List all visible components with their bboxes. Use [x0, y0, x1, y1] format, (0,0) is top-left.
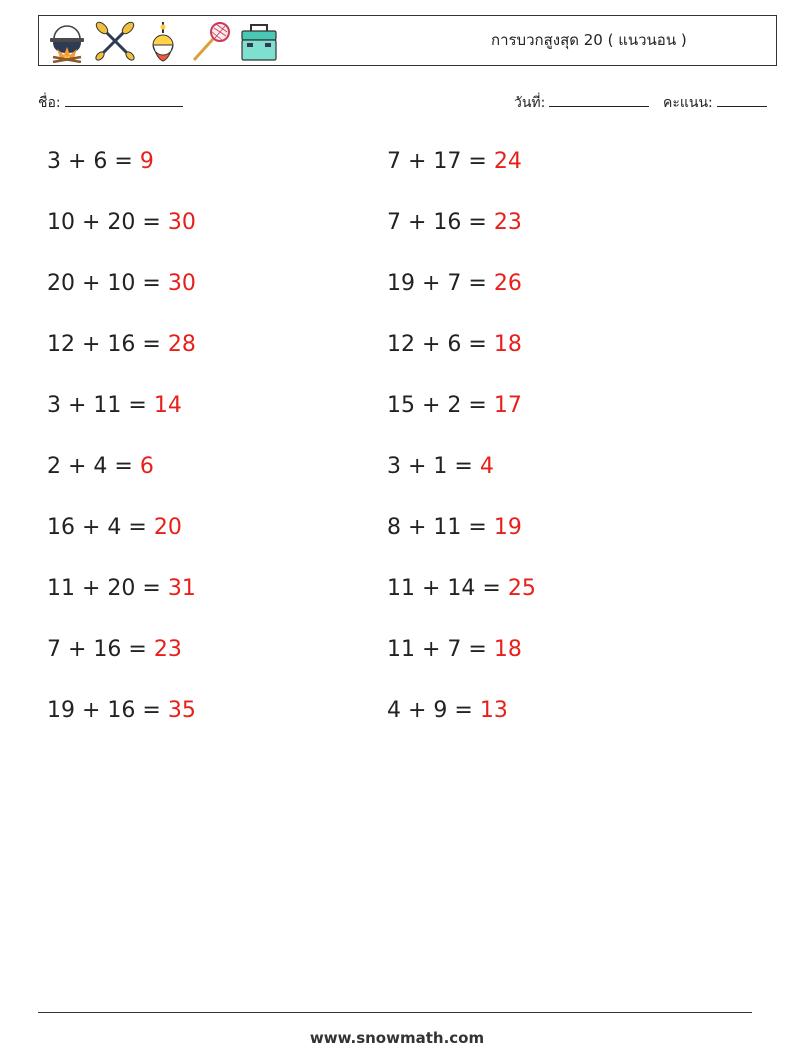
footer-divider — [38, 1012, 752, 1013]
problem-left-4 — [47, 330, 196, 360]
footer-url: www.snowmath.com — [309, 1029, 485, 1047]
problem-answer: 23 — [153, 637, 182, 662]
problem-expression: 3 + 6 = — [47, 149, 133, 174]
problem-left-7 — [47, 513, 182, 543]
problem-expression: 4 + 9 = — [387, 698, 473, 723]
problem-answer: 24 — [493, 149, 522, 174]
date-field[interactable] — [514, 92, 649, 114]
problem-right-4 — [387, 330, 522, 360]
problem-expression: 11 + 7 = — [387, 637, 487, 662]
problem-left-10 — [47, 696, 196, 726]
problem-right-6 — [387, 452, 494, 482]
name-field[interactable] — [38, 92, 183, 114]
problem-left-6 — [47, 452, 154, 482]
problem-expression: 11 + 14 = — [387, 576, 501, 601]
problem-answer: 6 — [139, 454, 154, 479]
problem-answer: 18 — [493, 332, 522, 357]
problem-left-2 — [47, 208, 196, 238]
score-line[interactable] — [717, 92, 767, 107]
butterfly-net-icon — [189, 19, 233, 63]
problem-expression: 15 + 2 = — [387, 393, 487, 418]
score-field[interactable] — [663, 92, 767, 114]
problem-expression: 20 + 10 = — [47, 271, 161, 296]
problem-answer: 25 — [507, 576, 536, 601]
problem-answer: 9 — [139, 149, 154, 174]
cooking-pot-campfire-icon — [45, 19, 89, 63]
problem-right-2 — [387, 208, 522, 238]
problem-answer: 13 — [479, 698, 508, 723]
fishing-bobber-icon — [141, 19, 185, 63]
date-label: วันที่: — [514, 95, 546, 111]
problem-expression: 3 + 1 = — [387, 454, 473, 479]
cooler-box-icon — [237, 19, 281, 63]
problem-expression: 8 + 11 = — [387, 515, 487, 540]
problem-answer: 35 — [167, 698, 196, 723]
problem-answer: 23 — [493, 210, 522, 235]
problem-left-1 — [47, 147, 154, 177]
problem-expression: 3 + 11 = — [47, 393, 147, 418]
problem-expression: 16 + 4 = — [47, 515, 147, 540]
problem-right-7 — [387, 513, 522, 543]
problem-left-3 — [47, 269, 196, 299]
problem-expression: 12 + 6 = — [387, 332, 487, 357]
problem-expression: 10 + 20 = — [47, 210, 161, 235]
name-line[interactable] — [65, 92, 183, 107]
problem-expression: 12 + 16 = — [47, 332, 161, 357]
problem-right-8 — [387, 574, 536, 604]
problem-right-5 — [387, 391, 522, 421]
problem-right-3 — [387, 269, 522, 299]
problem-expression: 11 + 20 = — [47, 576, 161, 601]
worksheet-title: การบวกสูงสุด 20 ( แนวนอน ) — [491, 31, 687, 49]
date-line[interactable] — [549, 92, 649, 107]
problem-left-5 — [47, 391, 182, 421]
problem-left-9 — [47, 635, 182, 665]
score-label: คะแนน: — [663, 95, 713, 111]
problem-answer: 30 — [167, 271, 196, 296]
problem-expression: 7 + 17 = — [387, 149, 487, 174]
problem-expression: 7 + 16 = — [387, 210, 487, 235]
problem-expression: 19 + 7 = — [387, 271, 487, 296]
worksheet-header — [38, 15, 777, 66]
header-icons — [45, 19, 281, 63]
problem-answer: 19 — [493, 515, 522, 540]
problem-right-9 — [387, 635, 522, 665]
problem-right-10 — [387, 696, 508, 726]
problem-answer: 26 — [493, 271, 522, 296]
problem-right-1 — [387, 147, 522, 177]
name-label: ชื่อ: — [38, 95, 61, 111]
problem-answer: 4 — [479, 454, 494, 479]
problem-left-8 — [47, 574, 196, 604]
problem-answer: 17 — [493, 393, 522, 418]
problem-answer: 18 — [493, 637, 522, 662]
problem-expression: 19 + 16 = — [47, 698, 161, 723]
crossed-paddles-icon — [93, 19, 137, 63]
problem-expression: 2 + 4 = — [47, 454, 133, 479]
problem-answer: 28 — [167, 332, 196, 357]
problem-answer: 31 — [167, 576, 196, 601]
problem-answer: 30 — [167, 210, 196, 235]
problem-expression: 7 + 16 = — [47, 637, 147, 662]
problem-answer: 14 — [153, 393, 182, 418]
problem-answer: 20 — [153, 515, 182, 540]
